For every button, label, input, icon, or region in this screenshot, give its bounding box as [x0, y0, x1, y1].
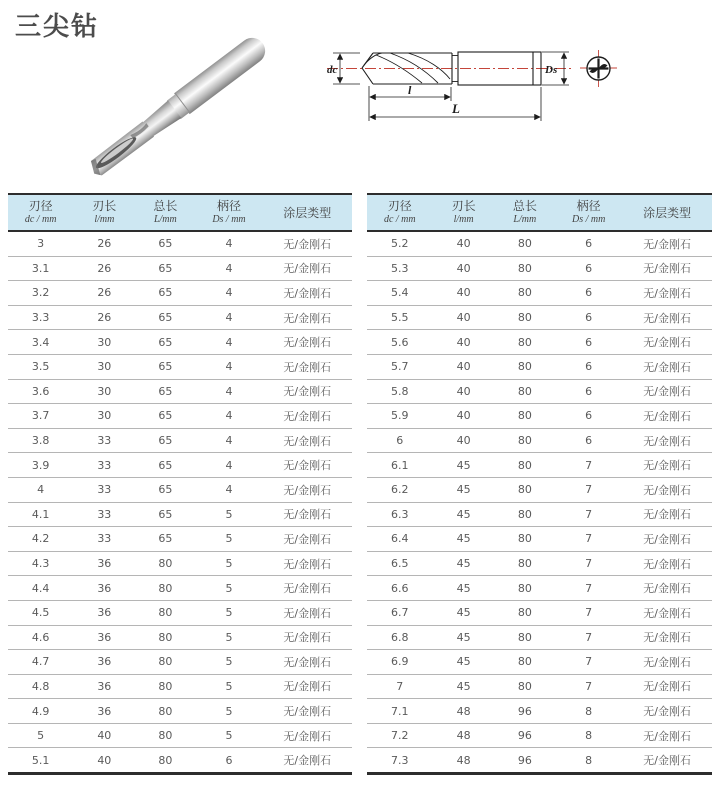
- table-cell: 65: [135, 305, 195, 330]
- table-row: [8, 404, 352, 429]
- table-cell: 3: [8, 231, 73, 256]
- table-cell: 4: [195, 305, 262, 330]
- header-row: [8, 194, 352, 231]
- table-cell: 无/金刚石: [622, 699, 712, 724]
- table-row: [8, 650, 352, 675]
- table-cell: 无/金刚石: [622, 650, 712, 675]
- table-cell: 7: [555, 551, 622, 576]
- table-cell: 80: [135, 551, 195, 576]
- table-row: [8, 748, 352, 774]
- table-row: [8, 256, 352, 281]
- table-cell: 无/金刚石: [263, 281, 352, 306]
- column-header: 柄径 Ds / mm: [555, 194, 622, 231]
- table-cell: 36: [73, 699, 135, 724]
- table-cell: 无/金刚石: [622, 600, 712, 625]
- table-cell: 80: [495, 379, 555, 404]
- table-cell: 7: [555, 453, 622, 478]
- table-cell: 5: [195, 527, 262, 552]
- table-cell: 80: [495, 650, 555, 675]
- table-cell: 80: [495, 477, 555, 502]
- table-cell: 4.8: [8, 674, 73, 699]
- table-cell: 6.7: [367, 600, 433, 625]
- table-row: [367, 453, 712, 478]
- table-cell: 6.4: [367, 527, 433, 552]
- table-cell: 40: [433, 256, 495, 281]
- table-cell: 无/金刚石: [622, 674, 712, 699]
- table-cell: 无/金刚石: [263, 354, 352, 379]
- table-cell: 5.4: [367, 281, 433, 306]
- column-header: 涂层类型: [263, 194, 352, 231]
- dim-label-Ds: Ds: [545, 64, 558, 76]
- table-row: [8, 625, 352, 650]
- table-cell: 45: [433, 674, 495, 699]
- table-row: [367, 305, 712, 330]
- table-cell: 无/金刚石: [263, 576, 352, 601]
- table-cell: 5: [195, 699, 262, 724]
- table-cell: 7.3: [391, 753, 409, 767]
- table-cell: 无/金刚石: [622, 527, 712, 552]
- table-cell: 无/金刚石: [622, 231, 712, 256]
- table-row: [8, 428, 352, 453]
- table-cell: 80: [495, 231, 555, 256]
- table-row: [8, 527, 352, 552]
- dim-label-dc: dc: [327, 64, 338, 76]
- table-cell: 36: [73, 674, 135, 699]
- table-cell: 65: [135, 379, 195, 404]
- table-cell: 无/金刚石: [622, 404, 712, 429]
- table-cell: 无/金刚石: [263, 256, 352, 281]
- table-cell: 5.9: [367, 404, 433, 429]
- table-cell: 3.9: [8, 453, 73, 478]
- table-cell: 80: [135, 650, 195, 675]
- table-cell: 65: [135, 527, 195, 552]
- table-cell: 无/金刚石: [263, 723, 352, 748]
- table-row: [8, 281, 352, 306]
- technical-diagram-drawing: [326, 42, 636, 142]
- table-cell: 3.1: [8, 256, 73, 281]
- table-cell: 45: [433, 576, 495, 601]
- table-cell: 80: [495, 330, 555, 355]
- table-cell: 无/金刚石: [263, 231, 352, 256]
- spec-table-left: [8, 193, 352, 775]
- table-cell: 4: [195, 330, 262, 355]
- table-cell: 无/金刚石: [622, 305, 712, 330]
- table-cell: 80: [495, 502, 555, 527]
- drill-end-view-icon: [580, 50, 617, 87]
- table-cell: 3.4: [8, 330, 73, 355]
- table-cell: 40: [433, 330, 495, 355]
- table-cell: 5: [195, 650, 262, 675]
- table-cell: 5.6: [367, 330, 433, 355]
- table-cell: 5.2: [367, 231, 433, 256]
- table-cell: 无/金刚石: [622, 330, 712, 355]
- table-row: [8, 379, 352, 404]
- table-cell: 6: [555, 281, 622, 306]
- table-cell: 33: [73, 453, 135, 478]
- table-cell: 4.6: [8, 625, 73, 650]
- table-cell: 7: [555, 650, 622, 675]
- table-row: [367, 723, 712, 748]
- table-row: [367, 527, 712, 552]
- table-cell: 45: [433, 453, 495, 478]
- table-cell: 无/金刚石: [622, 551, 712, 576]
- table-row: [8, 354, 352, 379]
- table-cell: 无/金刚石: [622, 354, 712, 379]
- table-cell: 65: [135, 428, 195, 453]
- table-cell: 26: [73, 305, 135, 330]
- table-row: [367, 502, 712, 527]
- table-cell: 无/金刚石: [263, 305, 352, 330]
- table-cell: 无/金刚石: [622, 723, 712, 748]
- table-cell: 80: [495, 674, 555, 699]
- table-row: [367, 674, 712, 699]
- table-cell: 80: [495, 305, 555, 330]
- column-header: 刃径 dc / mm: [367, 194, 433, 231]
- table-cell: 65: [135, 404, 195, 429]
- table-cell: 80: [135, 600, 195, 625]
- table-cell: 5.7: [367, 354, 433, 379]
- table-cell: 6.9: [367, 650, 433, 675]
- table-cell: 无/金刚石: [263, 699, 352, 724]
- table-row: [8, 699, 352, 724]
- dim-label-L: L: [452, 101, 460, 116]
- table-cell: 无/金刚石: [283, 754, 332, 768]
- table-cell: 4: [195, 256, 262, 281]
- table-cell: 4: [195, 379, 262, 404]
- table-cell: 26: [73, 231, 135, 256]
- table-cell: 4: [195, 281, 262, 306]
- table-cell: 7: [555, 625, 622, 650]
- table-cell: 26: [73, 281, 135, 306]
- table-row: [367, 404, 712, 429]
- table-row: [367, 256, 712, 281]
- table-cell: 65: [135, 231, 195, 256]
- table-cell: 无/金刚石: [263, 477, 352, 502]
- table-row: [8, 600, 352, 625]
- table-cell: 80: [135, 699, 195, 724]
- table-row: [367, 428, 712, 453]
- table-cell: 4: [195, 477, 262, 502]
- spec-table: [8, 193, 352, 775]
- table-cell: 无/金刚石: [263, 453, 352, 478]
- table-cell: 80: [495, 404, 555, 429]
- table-cell: 40: [73, 723, 135, 748]
- table-cell: 33: [73, 527, 135, 552]
- table-cell: 80: [495, 551, 555, 576]
- table-cell: 5: [195, 502, 262, 527]
- table-row: [367, 551, 712, 576]
- table-row: [367, 231, 712, 256]
- table-cell: 7: [555, 600, 622, 625]
- table-cell: 36: [73, 600, 135, 625]
- table-cell: 3.8: [8, 428, 73, 453]
- table-row: [367, 600, 712, 625]
- table-cell: 80: [495, 600, 555, 625]
- table-cell: 无/金刚石: [263, 600, 352, 625]
- table-cell: 80: [495, 256, 555, 281]
- table-cell: 80: [495, 428, 555, 453]
- table-cell: 40: [433, 354, 495, 379]
- table-cell: 4: [195, 453, 262, 478]
- table-cell: 40: [433, 404, 495, 429]
- table-cell: 4.3: [8, 551, 73, 576]
- table-cell: 3.2: [8, 281, 73, 306]
- table-cell: 无/金刚石: [622, 281, 712, 306]
- table-row: [367, 748, 712, 774]
- table-cell: 40: [433, 281, 495, 306]
- spec-table: [367, 193, 712, 775]
- table-cell: 无/金刚石: [622, 625, 712, 650]
- table-cell: 6.2: [367, 477, 433, 502]
- table-cell: 6.3: [367, 502, 433, 527]
- table-row: [367, 650, 712, 675]
- table-cell: 7: [367, 674, 433, 699]
- table-cell: 96: [517, 753, 532, 767]
- table-cell: 40: [97, 753, 112, 767]
- table-cell: 36: [73, 625, 135, 650]
- table-cell: 无/金刚石: [263, 650, 352, 675]
- table-cell: 80: [135, 674, 195, 699]
- table-cell: 4: [195, 404, 262, 429]
- table-cell: 6: [555, 379, 622, 404]
- page-title: 三尖钻: [15, 12, 100, 42]
- table-cell: 65: [135, 256, 195, 281]
- table-cell: 3.5: [8, 354, 73, 379]
- table-cell: 6: [555, 330, 622, 355]
- column-header: 柄径 Ds / mm: [195, 194, 262, 231]
- table-cell: 无/金刚石: [643, 754, 691, 768]
- table-cell: 33: [73, 502, 135, 527]
- table-cell: 无/金刚石: [622, 453, 712, 478]
- table-cell: 45: [433, 477, 495, 502]
- table-cell: 45: [433, 600, 495, 625]
- table-cell: 40: [433, 428, 495, 453]
- table-cell: 6.8: [367, 625, 433, 650]
- table-cell: 无/金刚石: [263, 428, 352, 453]
- table-cell: 6.1: [367, 453, 433, 478]
- table-cell: 65: [135, 453, 195, 478]
- table-cell: 6: [555, 305, 622, 330]
- table-cell: 5: [195, 576, 262, 601]
- table-cell: 4.1: [8, 502, 73, 527]
- table-cell: 无/金刚石: [622, 428, 712, 453]
- table-cell: 4: [195, 231, 262, 256]
- table-cell: 33: [73, 428, 135, 453]
- table-cell: 80: [495, 527, 555, 552]
- table-cell: 3.3: [8, 305, 73, 330]
- table-cell: 48: [433, 699, 495, 724]
- table-cell: 无/金刚石: [263, 379, 352, 404]
- table-cell: 80: [495, 576, 555, 601]
- table-cell: 5: [195, 551, 262, 576]
- table-cell: 4.7: [8, 650, 73, 675]
- table-row: [8, 723, 352, 748]
- table-row: [8, 305, 352, 330]
- table-cell: 4.9: [8, 699, 73, 724]
- table-row: [367, 477, 712, 502]
- table-cell: 65: [135, 330, 195, 355]
- table-cell: 无/金刚石: [263, 527, 352, 552]
- table-cell: 5: [195, 600, 262, 625]
- drill-photo: [78, 36, 288, 186]
- table-cell: 96: [495, 723, 555, 748]
- table-cell: 6.6: [367, 576, 433, 601]
- table-row: [8, 330, 352, 355]
- table-cell: 45: [433, 502, 495, 527]
- table-row: [8, 477, 352, 502]
- table-cell: 45: [433, 551, 495, 576]
- table-cell: 8: [555, 699, 622, 724]
- table-cell: 5.3: [367, 256, 433, 281]
- table-row: [367, 699, 712, 724]
- table-cell: 6: [555, 256, 622, 281]
- table-cell: 6: [555, 404, 622, 429]
- table-cell: 3.7: [8, 404, 73, 429]
- table-cell: 无/金刚石: [263, 330, 352, 355]
- table-row: [8, 674, 352, 699]
- table-cell: 80: [495, 281, 555, 306]
- table-row: [367, 330, 712, 355]
- table-cell: 4.2: [8, 527, 73, 552]
- table-cell: 6: [367, 428, 433, 453]
- table-cell: 36: [73, 650, 135, 675]
- table-cell: 无/金刚石: [622, 379, 712, 404]
- table-cell: 45: [433, 650, 495, 675]
- table-row: [367, 379, 712, 404]
- column-header: 总长 L/mm: [495, 194, 555, 231]
- table-cell: 65: [135, 477, 195, 502]
- table-row: [8, 502, 352, 527]
- spec-table-right: [367, 193, 712, 775]
- table-cell: 80: [495, 625, 555, 650]
- table-cell: 80: [135, 625, 195, 650]
- table-cell: 无/金刚石: [263, 625, 352, 650]
- table-cell: 26: [73, 256, 135, 281]
- table-cell: 6.5: [367, 551, 433, 576]
- table-cell: 5: [195, 625, 262, 650]
- table-cell: 4.4: [8, 576, 73, 601]
- table-cell: 30: [73, 330, 135, 355]
- table-cell: 80: [495, 453, 555, 478]
- table-row: [367, 625, 712, 650]
- table-cell: 无/金刚石: [263, 404, 352, 429]
- table-cell: 7: [555, 527, 622, 552]
- table-cell: 7: [555, 576, 622, 601]
- table-cell: 无/金刚石: [622, 256, 712, 281]
- table-cell: 40: [433, 379, 495, 404]
- column-header: 总长 L/mm: [135, 194, 195, 231]
- table-cell: 33: [73, 477, 135, 502]
- table-cell: 80: [495, 354, 555, 379]
- table-cell: 65: [135, 354, 195, 379]
- table-cell: 6: [555, 428, 622, 453]
- table-row: [367, 576, 712, 601]
- table-cell: 48: [433, 723, 495, 748]
- table-cell: 无/金刚石: [263, 674, 352, 699]
- table-cell: 8: [555, 723, 622, 748]
- table-cell: 80: [158, 753, 173, 767]
- table-cell: 无/金刚石: [622, 502, 712, 527]
- table-cell: 无/金刚石: [263, 551, 352, 576]
- table-cell: 45: [433, 527, 495, 552]
- table-cell: 65: [135, 502, 195, 527]
- drill-photo-image: [78, 36, 288, 186]
- table-cell: 5.1: [31, 753, 50, 767]
- column-header: 刃长 l/mm: [73, 194, 135, 231]
- table-row: [8, 231, 352, 256]
- table-cell: 7: [555, 477, 622, 502]
- table-cell: 48: [456, 753, 471, 767]
- table-row: [8, 453, 352, 478]
- table-cell: 5: [8, 723, 73, 748]
- table-cell: 6: [225, 753, 233, 767]
- table-cell: 45: [433, 625, 495, 650]
- table-cell: 40: [433, 305, 495, 330]
- table-cell: 5: [195, 723, 262, 748]
- table-cell: 8: [585, 753, 593, 767]
- table-cell: 无/金刚石: [263, 502, 352, 527]
- column-header: 刃径 dc / mm: [8, 194, 73, 231]
- table-cell: 7: [555, 502, 622, 527]
- table-cell: 4: [195, 354, 262, 379]
- header-row: [367, 194, 712, 231]
- table-cell: 40: [433, 231, 495, 256]
- table-cell: 30: [73, 404, 135, 429]
- table-cell: 6: [555, 354, 622, 379]
- table-cell: 5.5: [367, 305, 433, 330]
- table-cell: 30: [73, 354, 135, 379]
- table-row: [8, 551, 352, 576]
- column-header: 刃长 l/mm: [433, 194, 495, 231]
- table-cell: 7: [555, 674, 622, 699]
- table-cell: 96: [495, 699, 555, 724]
- column-header: 涂层类型: [622, 194, 712, 231]
- table-cell: 3.6: [8, 379, 73, 404]
- table-cell: 30: [73, 379, 135, 404]
- table-row: [367, 354, 712, 379]
- table-cell: 36: [73, 551, 135, 576]
- table-cell: 无/金刚石: [622, 477, 712, 502]
- table-cell: 5.8: [367, 379, 433, 404]
- table-cell: 6: [555, 231, 622, 256]
- table-cell: 4: [195, 428, 262, 453]
- table-cell: 5: [195, 674, 262, 699]
- table-row: [8, 576, 352, 601]
- table-cell: 4: [8, 477, 73, 502]
- table-cell: 36: [73, 576, 135, 601]
- table-cell: 65: [135, 281, 195, 306]
- table-row: [367, 281, 712, 306]
- table-cell: 80: [135, 723, 195, 748]
- table-cell: 7.1: [367, 699, 433, 724]
- table-cell: 4.5: [8, 600, 73, 625]
- table-cell: 7.2: [367, 723, 433, 748]
- dim-label-l: l: [408, 83, 412, 97]
- table-cell: 80: [135, 576, 195, 601]
- table-cell: 无/金刚石: [622, 576, 712, 601]
- technical-diagram: [326, 42, 636, 142]
